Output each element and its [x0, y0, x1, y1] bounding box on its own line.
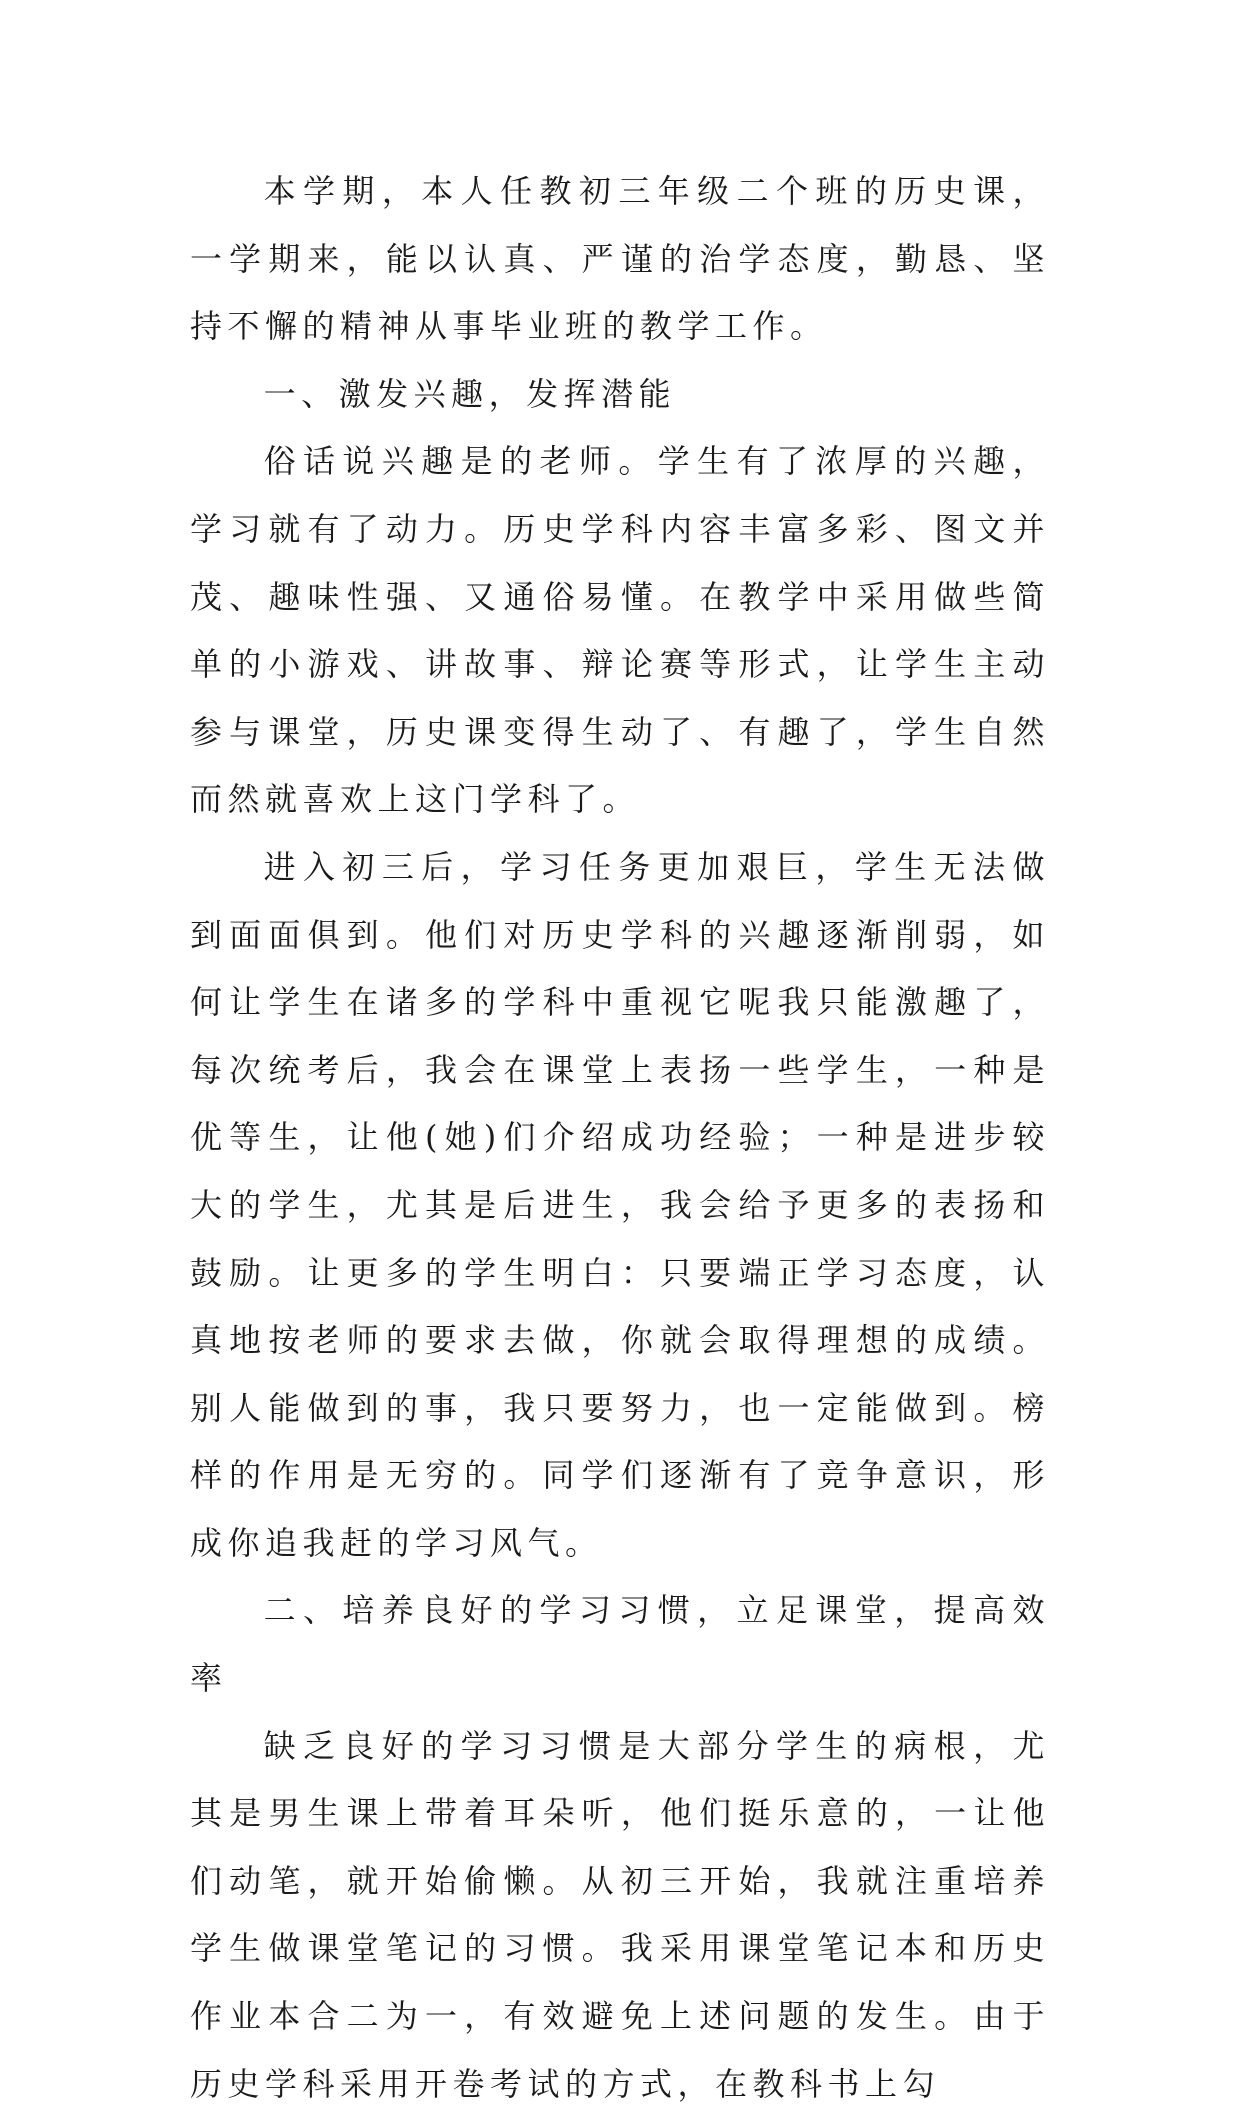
habits-paragraph: 缺乏良好的学习习惯是大部分学生的病根，尤其是男生课上带着耳朵听，他们挺乐意的，一让他们动笔，就开始偷懒。从初三开始，我就注重培养学生做课堂笔记的习惯。我采用课堂笔记本和历史作业本合二为一，有效避免上述问题的发生。由于历史学科采用开卷考试的方式，在教科书上勾	[190, 1726, 1050, 2103]
intro-paragraph: 本学期，本人任教初三年级二个班的历史课，一学期来，能以认真、严谨的治学态度，勤恳、坚持不懈的精神从事毕业班的教学工作。	[190, 172, 1050, 346]
motivation-paragraph: 进入初三后，学习任务更加艰巨，学生无法做到面面俱到。他们对历史学科的兴趣逐渐削弱，如何让学生在诸多的学科中重视它呢我只能激趣了，每次统考后，我会在课堂上表扬一些学生，一种是优等生，让他(她)们介绍成功经验；一种是进步较大的学生，尤其是后进生，我会给予更多的表扬和鼓励。让更多的学生明白：只要端正学习态度，认真地按老师的要求去做，你就会取得理想的成绩。别人能做到的事，我只要努力，也一定能做到。榜样的作用是无穷的。同学们逐渐有了竞争意识，形成你追我赶的学习风气。	[190, 847, 1050, 1562]
section-heading-two: 二、培养良好的学习习惯，立足课堂，提高效率	[190, 1591, 1050, 1698]
document-body	[190, 158, 1050, 2118]
section-heading-one: 一、激发兴趣，发挥潜能	[263, 374, 677, 413]
interest-paragraph: 俗话说兴趣是的老师。学生有了浓厚的兴趣，学习就有了动力。历史学科内容丰富多彩、图文并茂、趣味性强、又通俗易懂。在教学中采用做些简单的小游戏、讲故事、辩论赛等形式，让学生主动参与课堂，历史课变得生动了、有趣了，学生自然而然就喜欢上这门学科了。	[190, 442, 1050, 819]
